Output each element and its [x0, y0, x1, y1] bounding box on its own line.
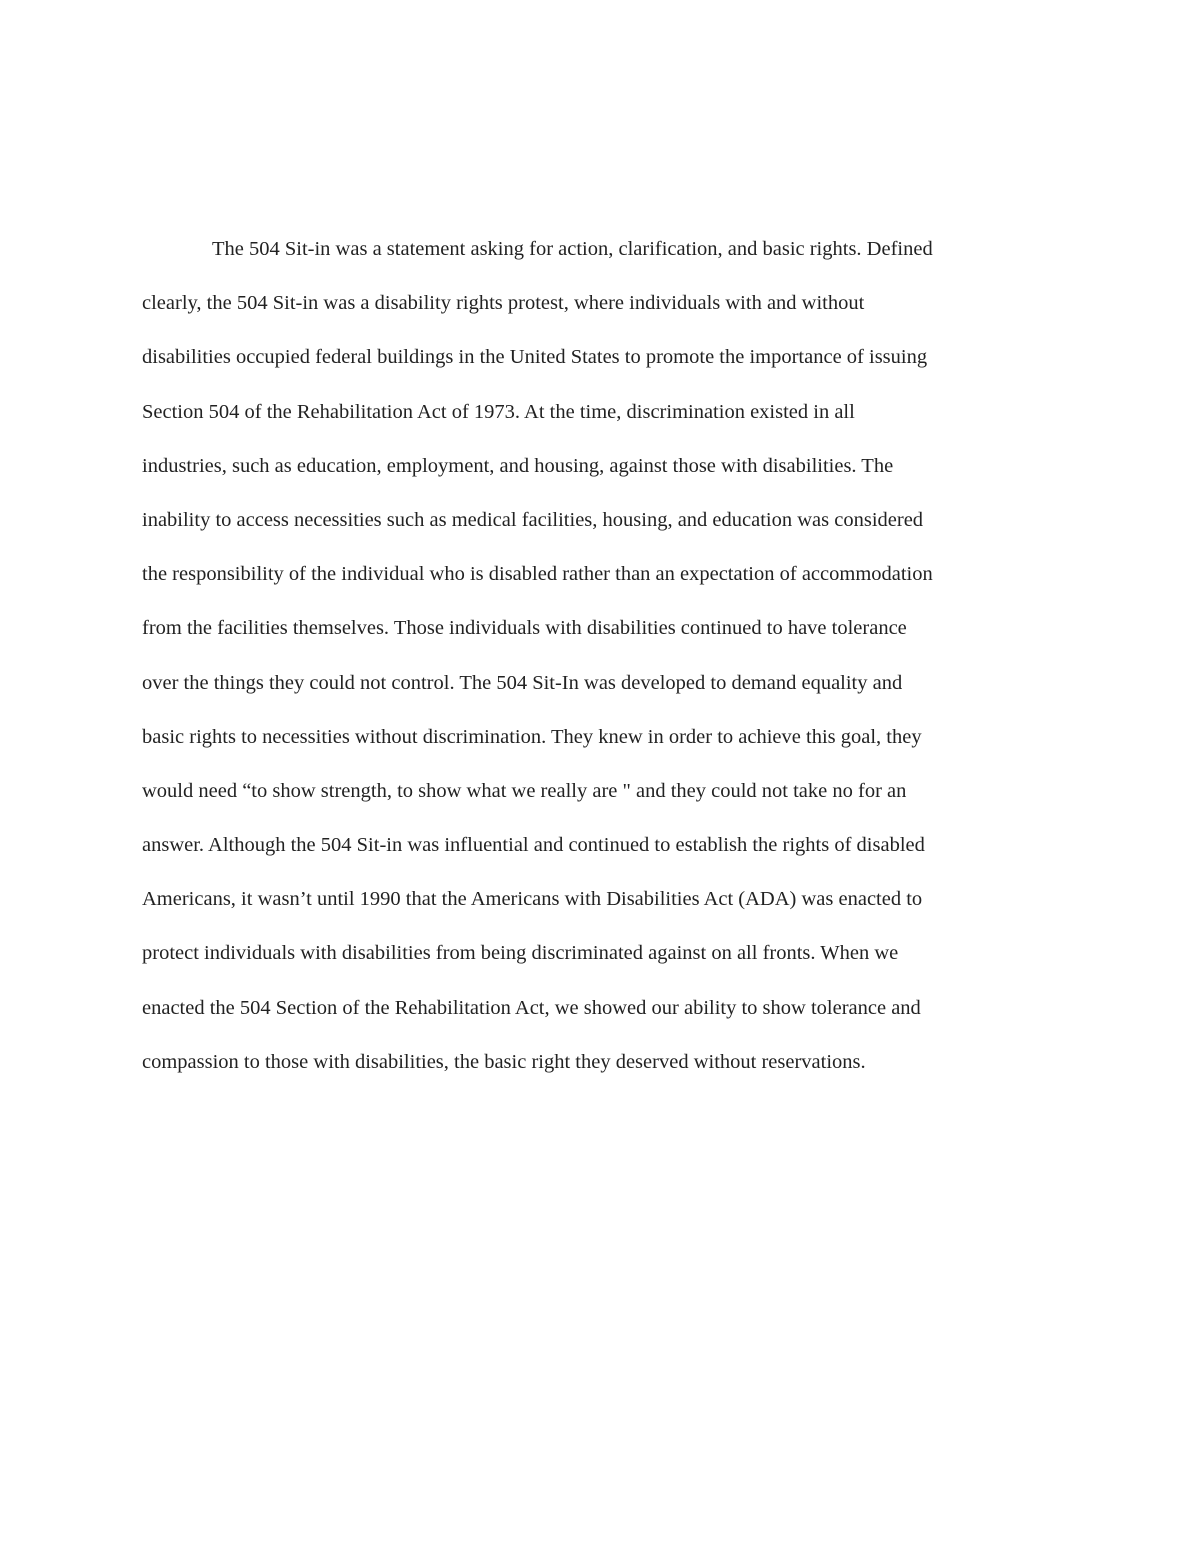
paragraph-line: enacted the 504 Section of the Rehabilitation Act, we showed our ability to show tolerance and	[142, 996, 921, 1019]
paragraph-line: Americans, it wasn’t until 1990 that the Americans with Disabilities Act (ADA) was enacted to	[142, 888, 923, 911]
paragraph-line: Section 504 of the Rehabilitation Act of 1973. At the time, discrimination existed in all	[142, 400, 855, 423]
paragraph-line: would need “to show strength, to show what we really are " and they could not take no for an	[142, 779, 907, 802]
paragraph-line: over the things they could not control. The 504 Sit-In was developed to demand equality and	[142, 671, 903, 694]
paragraph-line: industries, such as education, employment, and housing, against those with disabilities. The	[142, 454, 894, 477]
body-paragraph	[142, 226, 1062, 1093]
paragraph-line: The 504 Sit-in was a statement asking for action, clarification, and basic rights. Defined	[212, 238, 933, 260]
paragraph-line: from the facilities themselves. Those individuals with disabilities continued to have tolerance	[142, 617, 907, 640]
paragraph-line: the responsibility of the individual who is disabled rather than an expectation of accommodation	[142, 563, 933, 586]
paragraph-line: inability to access necessities such as medical facilities, housing, and education was considered	[142, 508, 924, 531]
paragraph-line: answer. Although the 504 Sit-in was influential and continued to establish the rights of disabled	[142, 834, 925, 857]
paragraph-line: basic rights to necessities without discrimination. They knew in order to achieve this goal, they	[142, 725, 922, 748]
paragraph-line: protect individuals with disabilities from being discriminated against on all fronts. When we	[142, 942, 899, 965]
paragraph-line: clearly, the 504 Sit-in was a disability rights protest, where individuals with and without	[142, 292, 865, 315]
paragraph-line: disabilities occupied federal buildings in the United States to promote the importance of issuing	[142, 346, 928, 369]
paragraph-line: compassion to those with disabilities, the basic right they deserved without reservations.	[142, 1050, 866, 1073]
